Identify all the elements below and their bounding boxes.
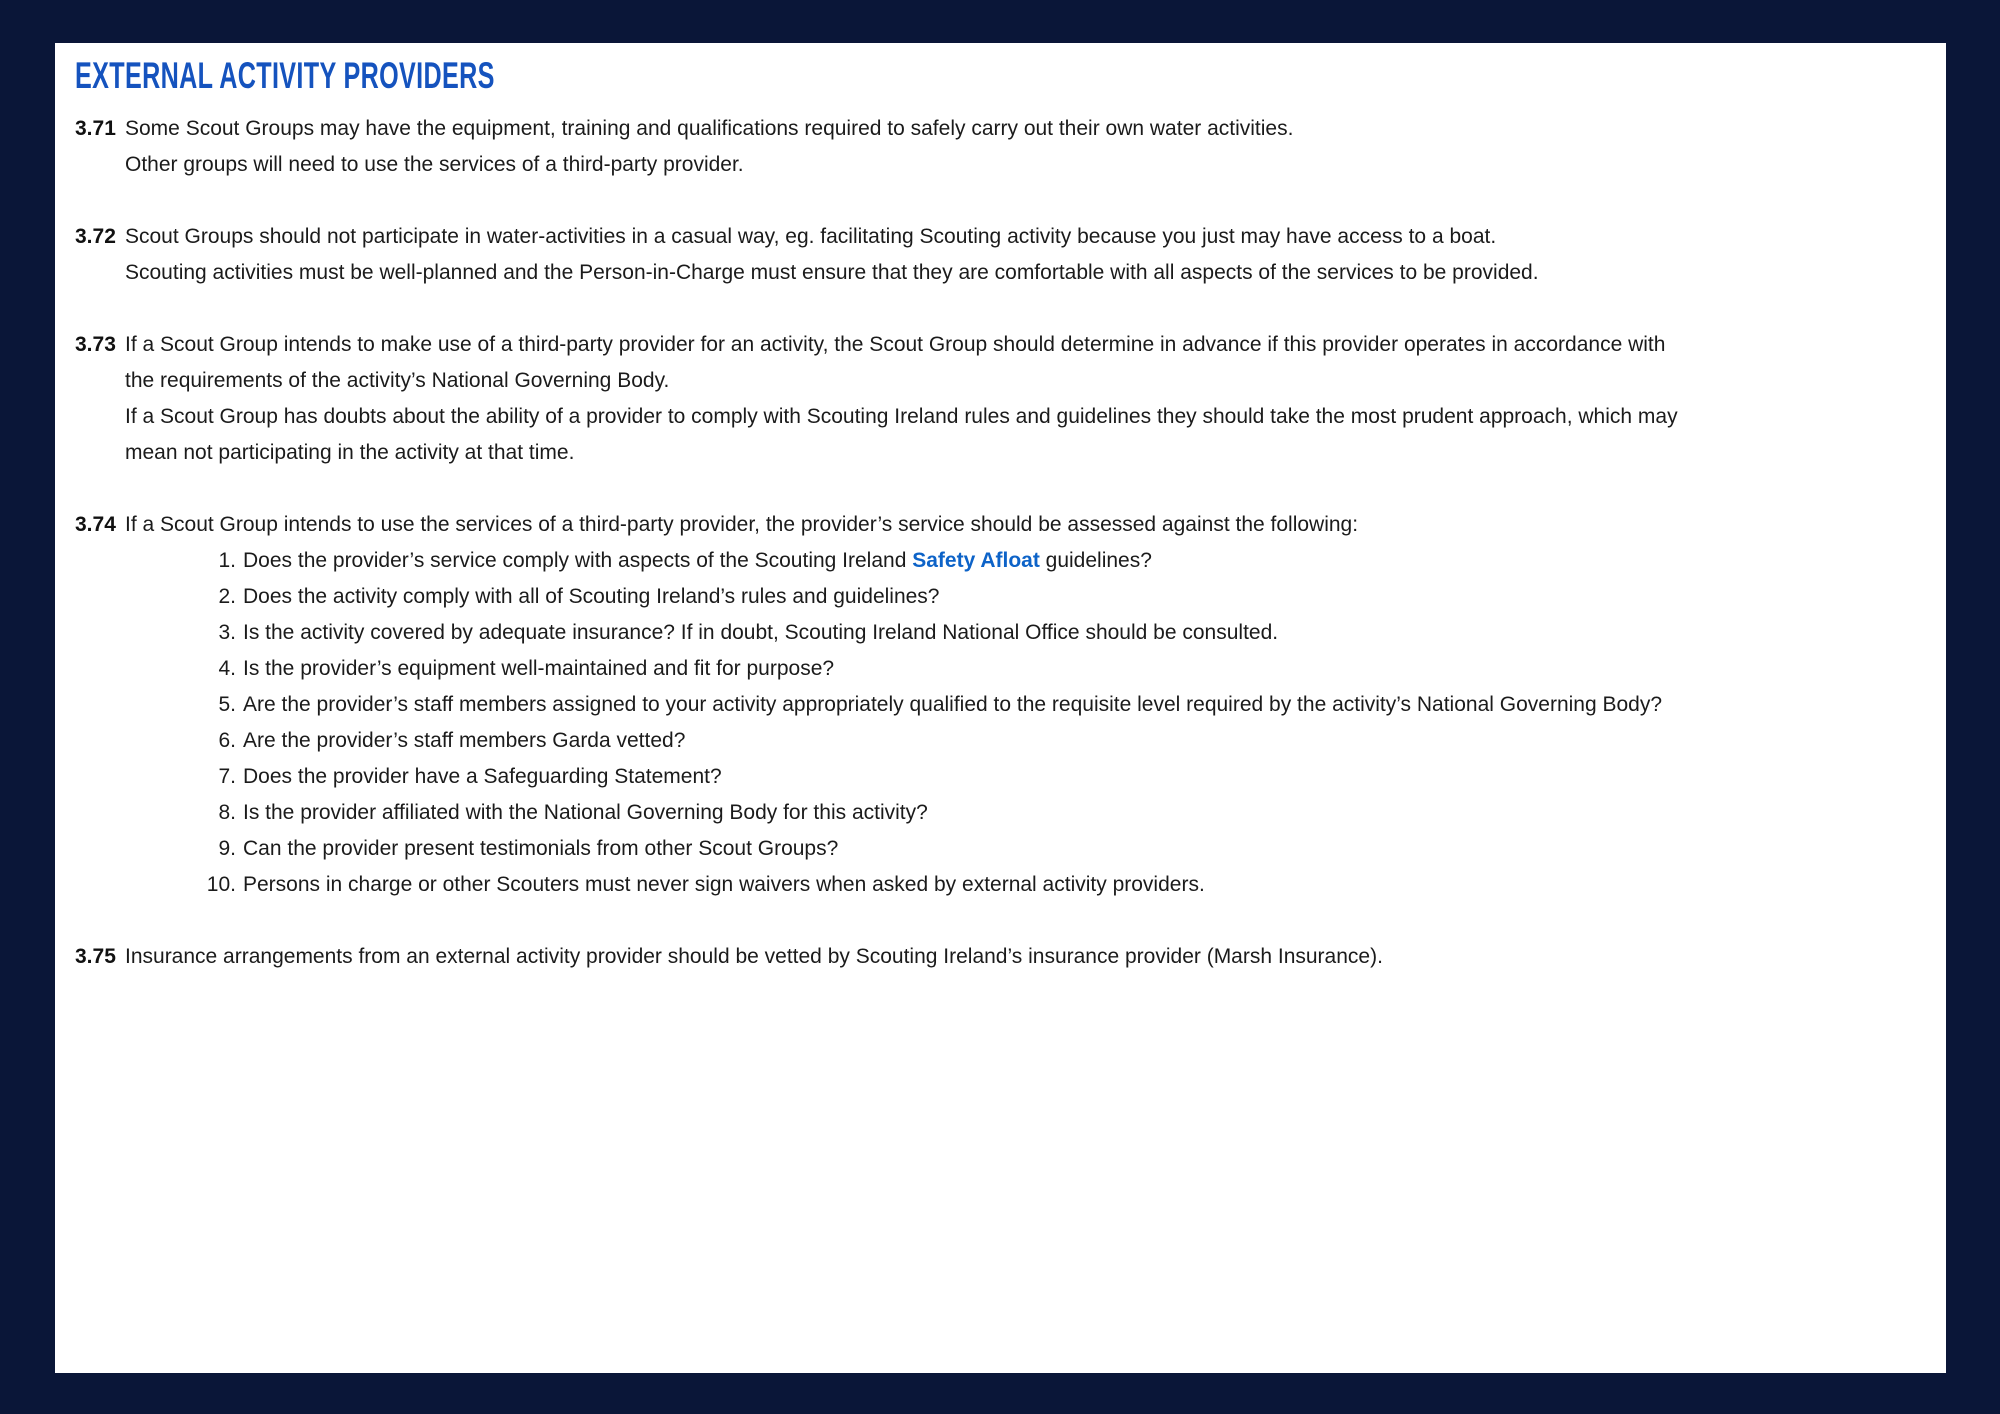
list-item-3: [125, 615, 1926, 651]
list-item-text: Is the activity covered by adequate insurance? If in doubt, Scouting Ireland National Office should be consulted.: [243, 621, 1279, 644]
list-item-number: 7.: [218, 765, 236, 788]
list-item-1: [125, 543, 1926, 579]
list-item-10: [125, 867, 1926, 903]
list-item-4: [125, 651, 1926, 687]
paragraph-text: If a Scout Group intends to use the services of a third-party provider, the provider’s service should be assessed against the following:: [125, 513, 1359, 536]
paragraph-text: Some Scout Groups may have the equipment, training and qualifications required to safely carry out their own water activities.: [125, 117, 1294, 140]
list-item-number: 6.: [218, 729, 236, 752]
section-3-72: [75, 219, 1926, 291]
paragraph-text: Scouting activities must be well-planned and the Person-in-Charge must ensure that they are comfortable with all aspects of the services to be provided.: [125, 261, 1539, 284]
list-item-text-after: guidelines?: [1039, 549, 1152, 572]
paragraph-text: mean not participating in the activity at that time.: [125, 441, 575, 464]
list-item-2: [125, 579, 1926, 615]
paragraph-line: [125, 363, 1926, 399]
list-item-5: [125, 687, 1926, 723]
paragraph-line: [125, 435, 1926, 471]
page-title-row: [75, 53, 1926, 99]
list-item-8: [125, 795, 1926, 831]
document-content: [55, 43, 1946, 975]
list-item-text: [236, 543, 1152, 579]
list-item-text-before: Does the provider’s service comply with aspects of the Scouting Ireland: [243, 549, 913, 572]
paragraph-number: 3.74: [75, 513, 116, 536]
paragraph-text: Insurance arrangements from an external activity provider should be vetted by Scouting Ireland’s insurance provider (Marsh Insurance).: [125, 945, 1383, 968]
paragraph-line: [75, 939, 1926, 975]
paragraph-line: [75, 507, 1926, 543]
list-item-number: 8.: [218, 801, 236, 824]
paragraph-line: [75, 327, 1926, 363]
paragraph-number: 3.75: [75, 945, 116, 968]
list-item-number: 9.: [218, 837, 236, 860]
list-item-text: Are the provider’s staff members Garda vetted?: [243, 729, 686, 752]
list-item-text: Are the provider’s staff members assigned to your activity appropriately qualified to the requisite level required by the activity’s National Governing Body?: [243, 693, 1663, 716]
paragraph-line: [75, 111, 1926, 147]
paragraph-line: [125, 147, 1926, 183]
section-3-74: [75, 507, 1926, 903]
list-item-6: [125, 723, 1926, 759]
paragraph-line: [125, 399, 1926, 435]
paragraph-line: [75, 219, 1926, 255]
section-3-75: [75, 939, 1926, 975]
paragraph-number: 3.71: [75, 117, 116, 140]
list-item-text: Can the provider present testimonials from other Scout Groups?: [243, 837, 839, 860]
list-item-text: Persons in charge or other Scouters must never sign waivers when asked by external activity providers.: [243, 873, 1205, 896]
paragraph-text: the requirements of the activity’s National Governing Body.: [125, 369, 670, 392]
safety-afloat-link[interactable]: Safety Afloat: [912, 549, 1040, 572]
document-page: [55, 43, 1946, 1373]
page-title: EXTERNAL ACTIVITY PROVIDERS: [75, 55, 495, 96]
list-item-text: Does the provider have a Safeguarding Statement?: [243, 765, 722, 788]
list-item-number: 3.: [218, 621, 236, 644]
paragraph-line: [125, 255, 1926, 291]
paragraph-text: Scout Groups should not participate in water-activities in a casual way, eg. facilitating Scouting activity because you just may have access to a boat.: [125, 225, 1497, 248]
list-item-9: [125, 831, 1926, 867]
paragraph-number: 3.72: [75, 225, 116, 248]
list-item-number: 1.: [218, 549, 236, 572]
list-item-number: 2.: [218, 585, 236, 608]
section-3-71: [75, 111, 1926, 183]
list-item-text: Is the provider affiliated with the National Governing Body for this activity?: [243, 801, 928, 824]
paragraph-number: 3.73: [75, 333, 116, 356]
list-item-number: 4.: [218, 657, 236, 680]
list-item-7: [125, 759, 1926, 795]
list-item-number: 5.: [218, 693, 236, 716]
assessment-list: [125, 543, 1926, 903]
list-item-text: Does the activity comply with all of Scouting Ireland’s rules and guidelines?: [243, 585, 940, 608]
section-3-73: [75, 327, 1926, 471]
list-item-text: Is the provider’s equipment well-maintained and fit for purpose?: [243, 657, 835, 680]
paragraph-text: If a Scout Group intends to make use of a third-party provider for an activity, the Scout Group should determine in advance if this provider operates in accordance with: [125, 333, 1666, 356]
paragraph-text: If a Scout Group has doubts about the ability of a provider to comply with Scouting Ireland rules and guidelines they should take the most prudent approach, which may: [125, 405, 1678, 428]
list-item-number: 10.: [206, 873, 236, 896]
paragraph-text: Other groups will need to use the services of a third-party provider.: [125, 153, 744, 176]
